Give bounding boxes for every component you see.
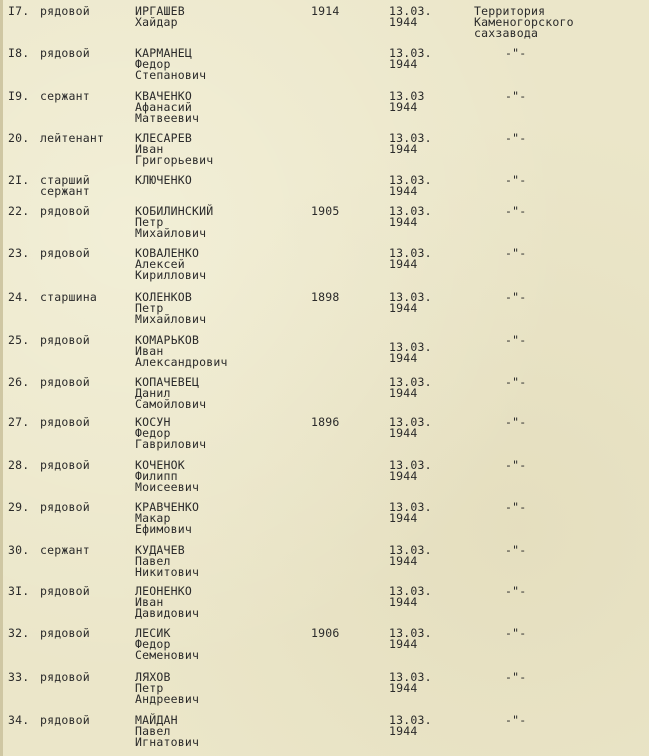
surname-text: КЛЕСАРЕВ (135, 131, 192, 145)
place-text: -"- (505, 626, 527, 640)
rank-cell (40, 248, 90, 259)
rank-text: сержант (40, 543, 90, 557)
rank-cell (40, 206, 90, 217)
death-date-cell (389, 460, 432, 482)
date-text: 13.03. (389, 415, 432, 429)
date-text: 1944 (389, 215, 418, 229)
name-cell (135, 460, 199, 493)
ditto-mark (505, 91, 526, 102)
ditto-mark (505, 48, 526, 59)
ditto-mark (505, 248, 526, 259)
place-text: -"- (505, 89, 527, 103)
rank-text: рядовой (40, 246, 90, 260)
death-date-cell (389, 133, 432, 155)
surname-text: ИРГАШЕВ (135, 4, 185, 18)
given-name-text: Михайлович (135, 312, 207, 326)
rank-text: рядовой (40, 46, 90, 60)
date-text: 1944 (389, 595, 418, 609)
place-text: -"- (505, 543, 527, 557)
date-text: 13.03 (389, 89, 425, 103)
rank-text: рядовой (40, 333, 90, 347)
name-cell (135, 502, 199, 535)
death-date-cell (389, 672, 432, 694)
row-number: 28. (8, 458, 30, 472)
row-number: 30. (8, 543, 30, 557)
ditto-mark (505, 715, 526, 726)
ditto-mark (505, 335, 526, 346)
ditto-mark (505, 628, 526, 639)
given-name-text: Давидович (135, 606, 200, 620)
place-text: -"- (505, 173, 527, 187)
given-name-text: Макар (135, 511, 171, 525)
given-name-text: Федор (135, 57, 171, 71)
row-number: 33. (8, 670, 30, 684)
rank-cell (40, 586, 90, 597)
given-name-text: Михайлович (135, 226, 207, 240)
death-date-cell (389, 342, 432, 364)
rank-text: рядовой (40, 4, 90, 18)
date-text: 1944 (389, 426, 418, 440)
given-name-text: Кириллович (135, 268, 207, 282)
given-name-text: Степанович (135, 68, 207, 82)
death-date-cell (389, 417, 432, 439)
rank-text: рядовой (40, 670, 90, 684)
name-cell (135, 545, 199, 578)
surname-text: КОМАРЬКОВ (135, 333, 200, 347)
rank-text: рядовой (40, 415, 90, 429)
given-name-text: Григорьевич (135, 153, 214, 167)
death-date-cell (389, 6, 432, 28)
rank-text: рядовой (40, 500, 90, 514)
death-date-cell (389, 292, 432, 314)
given-name-text: Александрович (135, 355, 228, 369)
rank-text: сержант (40, 184, 90, 198)
burial-place-cell (474, 6, 574, 39)
rank-cell (40, 175, 90, 197)
name-cell (135, 672, 199, 705)
rank-cell (40, 133, 104, 144)
date-text: 13.03. (389, 4, 432, 18)
place-text: -"- (505, 46, 527, 60)
place-text: сахзавода (474, 26, 539, 40)
name-cell (135, 715, 199, 748)
date-text: 13.03. (389, 713, 432, 727)
surname-text: КАРМАНЕЦ (135, 46, 192, 60)
rank-text: рядовой (40, 375, 90, 389)
row-number: I7. (8, 4, 30, 18)
rank-cell (40, 6, 90, 17)
name-cell (135, 175, 192, 186)
death-date-cell (389, 248, 432, 270)
date-text: 13.03. (389, 46, 432, 60)
row-number: 29. (8, 500, 30, 514)
name-cell (135, 628, 199, 661)
ditto-mark (505, 672, 526, 683)
ditto-mark (505, 502, 526, 513)
date-text: 13.03. (389, 340, 432, 354)
given-name-text: Филипп (135, 469, 178, 483)
name-cell (135, 206, 213, 239)
date-text: 13.03. (389, 458, 432, 472)
row-number: 3I. (8, 584, 30, 598)
ditto-mark (505, 206, 526, 217)
date-text: 13.03. (389, 500, 432, 514)
death-date-cell (389, 91, 425, 113)
surname-text: КУДАЧЕВ (135, 543, 185, 557)
given-name-text: Матвеевич (135, 111, 200, 125)
given-name-text: Семенович (135, 648, 200, 662)
ditto-mark (505, 377, 526, 388)
given-name-text: Иван (135, 344, 164, 358)
given-name-text: Самойлович (135, 397, 207, 411)
given-name-text: Игнатович (135, 735, 200, 749)
death-date-cell (389, 715, 432, 737)
birth-year: 1906 (311, 626, 340, 640)
ditto-mark (505, 133, 526, 144)
row-number: 27. (8, 415, 30, 429)
rank-cell (40, 460, 90, 471)
rank-cell (40, 545, 90, 556)
given-name-text: Андреевич (135, 692, 200, 706)
given-name-text: Никитович (135, 565, 200, 579)
place-text: -"- (505, 290, 527, 304)
ditto-mark (505, 292, 526, 303)
given-name-text: Данил (135, 386, 171, 400)
ditto-mark (505, 545, 526, 556)
date-text: 13.03. (389, 670, 432, 684)
row-number: 2I. (8, 173, 30, 187)
place-text: -"- (505, 375, 527, 389)
rank-text: рядовой (40, 204, 90, 218)
birth-year: 1905 (311, 204, 340, 218)
place-text: -"- (505, 670, 527, 684)
surname-text: КОЛЕНКОВ (135, 290, 192, 304)
place-text: -"- (505, 246, 527, 260)
death-date-cell (389, 628, 432, 650)
rank-cell (40, 91, 90, 102)
rank-text: сержант (40, 89, 90, 103)
place-text: -"- (505, 500, 527, 514)
death-date-cell (389, 175, 432, 197)
place-text: -"- (505, 458, 527, 472)
date-text: 13.03. (389, 204, 432, 218)
row-number: 25. (8, 333, 30, 347)
rank-text: рядовой (40, 713, 90, 727)
place-text: -"- (505, 204, 527, 218)
date-text: 1944 (389, 257, 418, 271)
death-date-cell (389, 545, 432, 567)
name-cell (135, 586, 199, 619)
ditto-mark (505, 460, 526, 471)
surname-text: КОЧЕНОК (135, 458, 185, 472)
date-text: 13.03. (389, 173, 432, 187)
date-text: 13.03. (389, 246, 432, 260)
surname-text: КОБИЛИНСКИЙ (135, 204, 214, 218)
given-name-text: Павел (135, 724, 171, 738)
date-text: 1944 (389, 724, 418, 738)
rank-cell (40, 48, 90, 59)
row-number: 26. (8, 375, 30, 389)
place-text: Каменогорского (474, 15, 574, 29)
ditto-mark (505, 586, 526, 597)
given-name-text: Петр (135, 681, 164, 695)
date-text: 1944 (389, 386, 418, 400)
birth-year: 1898 (311, 290, 340, 304)
given-name-text: Федор (135, 426, 171, 440)
death-date-cell (389, 586, 432, 608)
date-text: 1944 (389, 301, 418, 315)
surname-text: ЛЯХОВ (135, 670, 171, 684)
name-cell (135, 133, 213, 166)
given-name-text: Петр (135, 301, 164, 315)
date-text: 1944 (389, 57, 418, 71)
given-name-text: Федор (135, 637, 171, 651)
row-number: 23. (8, 246, 30, 260)
rank-cell (40, 715, 90, 726)
rank-cell (40, 502, 90, 513)
date-text: 1944 (389, 554, 418, 568)
given-name-text: Иван (135, 142, 164, 156)
name-cell (135, 417, 206, 450)
name-cell (135, 292, 206, 325)
given-name-text: Гаврилович (135, 437, 207, 451)
rank-text: старший (40, 173, 90, 187)
given-name-text: Афанасий (135, 100, 192, 114)
place-text: -"- (505, 415, 527, 429)
rank-text: рядовой (40, 626, 90, 640)
given-name-text: Петр (135, 215, 164, 229)
given-name-text: Хайдар (135, 15, 178, 29)
ditto-mark (505, 417, 526, 428)
date-text: 1944 (389, 681, 418, 695)
row-number: 22. (8, 204, 30, 218)
name-cell (135, 248, 206, 281)
death-date-cell (389, 377, 432, 399)
death-date-cell (389, 502, 432, 524)
surname-text: КОСУН (135, 415, 171, 429)
rank-text: лейтенант (40, 131, 105, 145)
death-date-cell (389, 48, 432, 70)
surname-text: КОПАЧЕВЕЦ (135, 375, 200, 389)
date-text: 13.03. (389, 543, 432, 557)
date-text: 1944 (389, 15, 418, 29)
date-text: 13.03. (389, 626, 432, 640)
rank-cell (40, 377, 90, 388)
page-edge (0, 0, 3, 756)
rank-cell (40, 628, 90, 639)
surname-text: ЛЕОНЕНКО (135, 584, 192, 598)
name-cell (135, 48, 206, 81)
given-name-text: Павел (135, 554, 171, 568)
surname-text: КРАВЧЕНКО (135, 500, 200, 514)
surname-text: ЛЕСИК (135, 626, 171, 640)
row-number: 34. (8, 713, 30, 727)
row-number: 20. (8, 131, 30, 145)
death-date-cell (389, 206, 432, 228)
birth-year: 1896 (311, 415, 340, 429)
date-text: 1944 (389, 100, 418, 114)
rank-cell (40, 292, 97, 303)
row-number: I8. (8, 46, 30, 60)
date-text: 13.03. (389, 290, 432, 304)
rank-text: рядовой (40, 458, 90, 472)
surname-text: КОВАЛЕНКО (135, 246, 200, 260)
surname-text: МАЙДАН (135, 713, 178, 727)
place-text: -"- (505, 584, 527, 598)
ditto-mark (505, 175, 526, 186)
rank-cell (40, 672, 90, 683)
place-text: -"- (505, 713, 527, 727)
date-text: 1944 (389, 511, 418, 525)
row-number: I9. (8, 89, 30, 103)
row-number: 24. (8, 290, 30, 304)
date-text: 1944 (389, 469, 418, 483)
place-text: -"- (505, 333, 527, 347)
date-text: 1944 (389, 142, 418, 156)
place-text: -"- (505, 131, 527, 145)
given-name-text: Алексей (135, 257, 185, 271)
name-cell (135, 91, 199, 124)
surname-text: КЛЮЧЕНКО (135, 173, 192, 187)
name-cell (135, 335, 228, 368)
given-name-text: Ефимович (135, 522, 192, 536)
date-text: 13.03. (389, 131, 432, 145)
rank-cell (40, 335, 90, 346)
given-name-text: Иван (135, 595, 164, 609)
date-text: 13.03. (389, 375, 432, 389)
rank-text: старшина (40, 290, 97, 304)
given-name-text: Моисеевич (135, 480, 200, 494)
date-text: 1944 (389, 184, 418, 198)
date-text: 13.03. (389, 584, 432, 598)
name-cell (135, 6, 185, 28)
row-number: 32. (8, 626, 30, 640)
name-cell (135, 377, 206, 410)
date-text: 1944 (389, 351, 418, 365)
place-text: Территория (474, 4, 546, 18)
rank-text: рядовой (40, 584, 90, 598)
surname-text: КВАЧЕНКО (135, 89, 192, 103)
rank-cell (40, 417, 90, 428)
birth-year: 1914 (311, 4, 340, 18)
date-text: 1944 (389, 637, 418, 651)
